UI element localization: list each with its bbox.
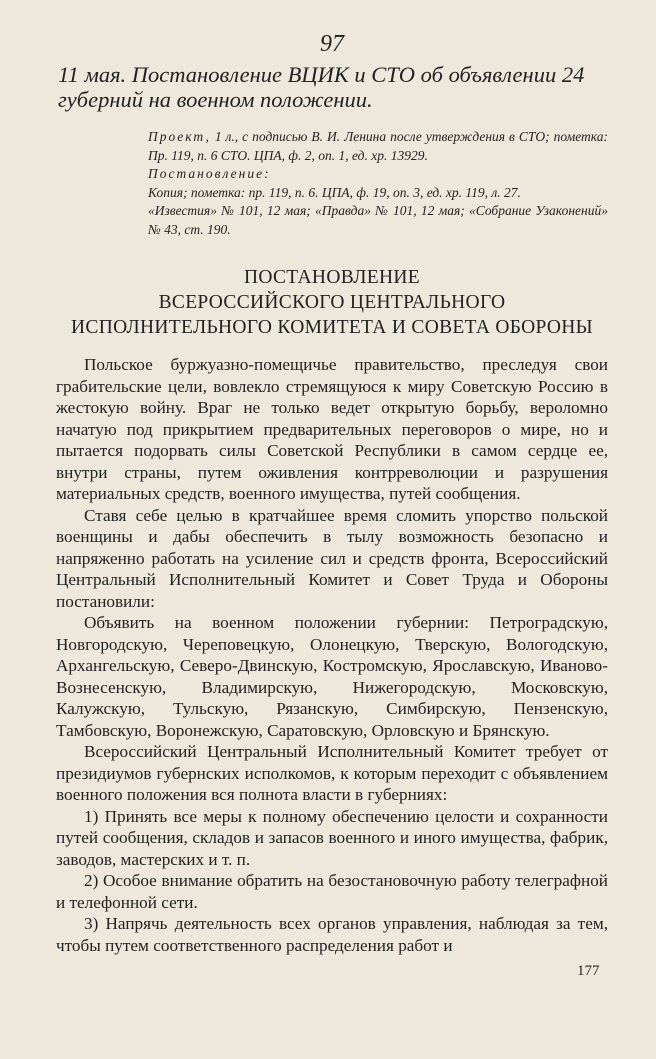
body-paragraph: 2) Особое внимание обратить на безостановочную работу телеграфной и телефонной сети. bbox=[56, 871, 608, 912]
heading-line-1: ПОСТАНОВЛЕНИЕ bbox=[244, 267, 420, 288]
body-paragraph: Ставя себе целью в кратчайшее время сломить упорство польской военщины и дабы обеспечить в тылу возможность безопасно и напряженно работать на усиление сил и средств фронта, Всероссийский Центральный Исполнительный Комитет и Совет Труда и Обороны постановили: bbox=[56, 505, 608, 611]
body-paragraph: 1) Принять все меры к полному обеспечению целости и сохранности путей сообщения, складов и запасов военного и иного имущества, фабрик, заводов, мастерских и т. п. bbox=[56, 806, 608, 869]
document-number: 97 bbox=[320, 31, 344, 57]
page-number: 177 bbox=[577, 963, 600, 979]
source-resolution-label: Постановление: bbox=[148, 166, 271, 181]
source-draft-label: Проект, bbox=[148, 129, 211, 144]
body-paragraph: 3) Напрячь деятельность всех органов управления, наблюдая за тем, чтобы путем соответственного распределения работ и bbox=[56, 914, 608, 955]
source-publications: «Известия» № 101, 12 мая; «Правда» № 101, 12 мая; «Собрание Узаконений» № 43, ст. 190. bbox=[148, 203, 608, 237]
source-draft bbox=[148, 128, 608, 165]
body-paragraph: Всероссийский Центральный Исполнительный Комитет требует от президиумов губернских исполкомов, к которым переходит с объявлением военного положения вся полнота власти в губерниях: bbox=[56, 742, 608, 804]
document-page bbox=[56, 30, 608, 956]
resolution-heading bbox=[56, 265, 608, 340]
body-paragraph: Польское буржуазно-помещичье правительство, преследуя свои грабительские цели, вовлекло стремящуюся к миру Советскую Россию в жестокую войну. Враг не только ведет открытую борьбу, вероломно начатую под прикрытием предварительных переговоров о мире, но и пытается подорвать силы Советской Республики в самом сердце ее, внутри страны, путем оживления контрреволюции и разрушения материальных средств, военного имущества, путей сообщения. bbox=[56, 355, 608, 503]
document-title: 11 мая. Постановление ВЦИК и СТО об объявлении 24 губерний на военном положении. bbox=[58, 62, 585, 112]
source-draft-text: 1 л., с подписью В. И. Ленина после утверждения в СТО; пометка: Пр. 119, п. 6 СТО. ЦПА, ф. 2, оп. 1, ед. хр. 13929. bbox=[148, 129, 608, 163]
heading-line-3: ИСПОЛНИТЕЛЬНОГО КОМИТЕТА И СОВЕТА ОБОРОНЫ bbox=[71, 317, 593, 338]
resolution-body bbox=[56, 354, 608, 956]
body-paragraph: Объявить на военном положении губернии: Петроградскую, Новгородскую, Череповецкую, Олонецкую, Тверскую, Вологодскую, Архангельскую, Северо-Двинскую, Костромскую, Ярославскую, Иваново-Вознесенскую, Владимирскую, Нижегородскую, Московскую, Калужскую, Тульскую, Рязанскую, Симбирскую, Пензенскую, Тамбовскую, Воронежскую, Саратовскую, Орловскую и Брянскую. bbox=[56, 613, 608, 740]
archival-sources bbox=[148, 128, 608, 239]
source-copy: Копия; пометка: пр. 119, п. 6. ЦПА, ф. 19, оп. 3, ед. хр. 119, л. 27. bbox=[148, 184, 521, 200]
heading-line-2: ВСЕРОССИЙСКОГО ЦЕНТРАЛЬНОГО bbox=[158, 292, 506, 313]
